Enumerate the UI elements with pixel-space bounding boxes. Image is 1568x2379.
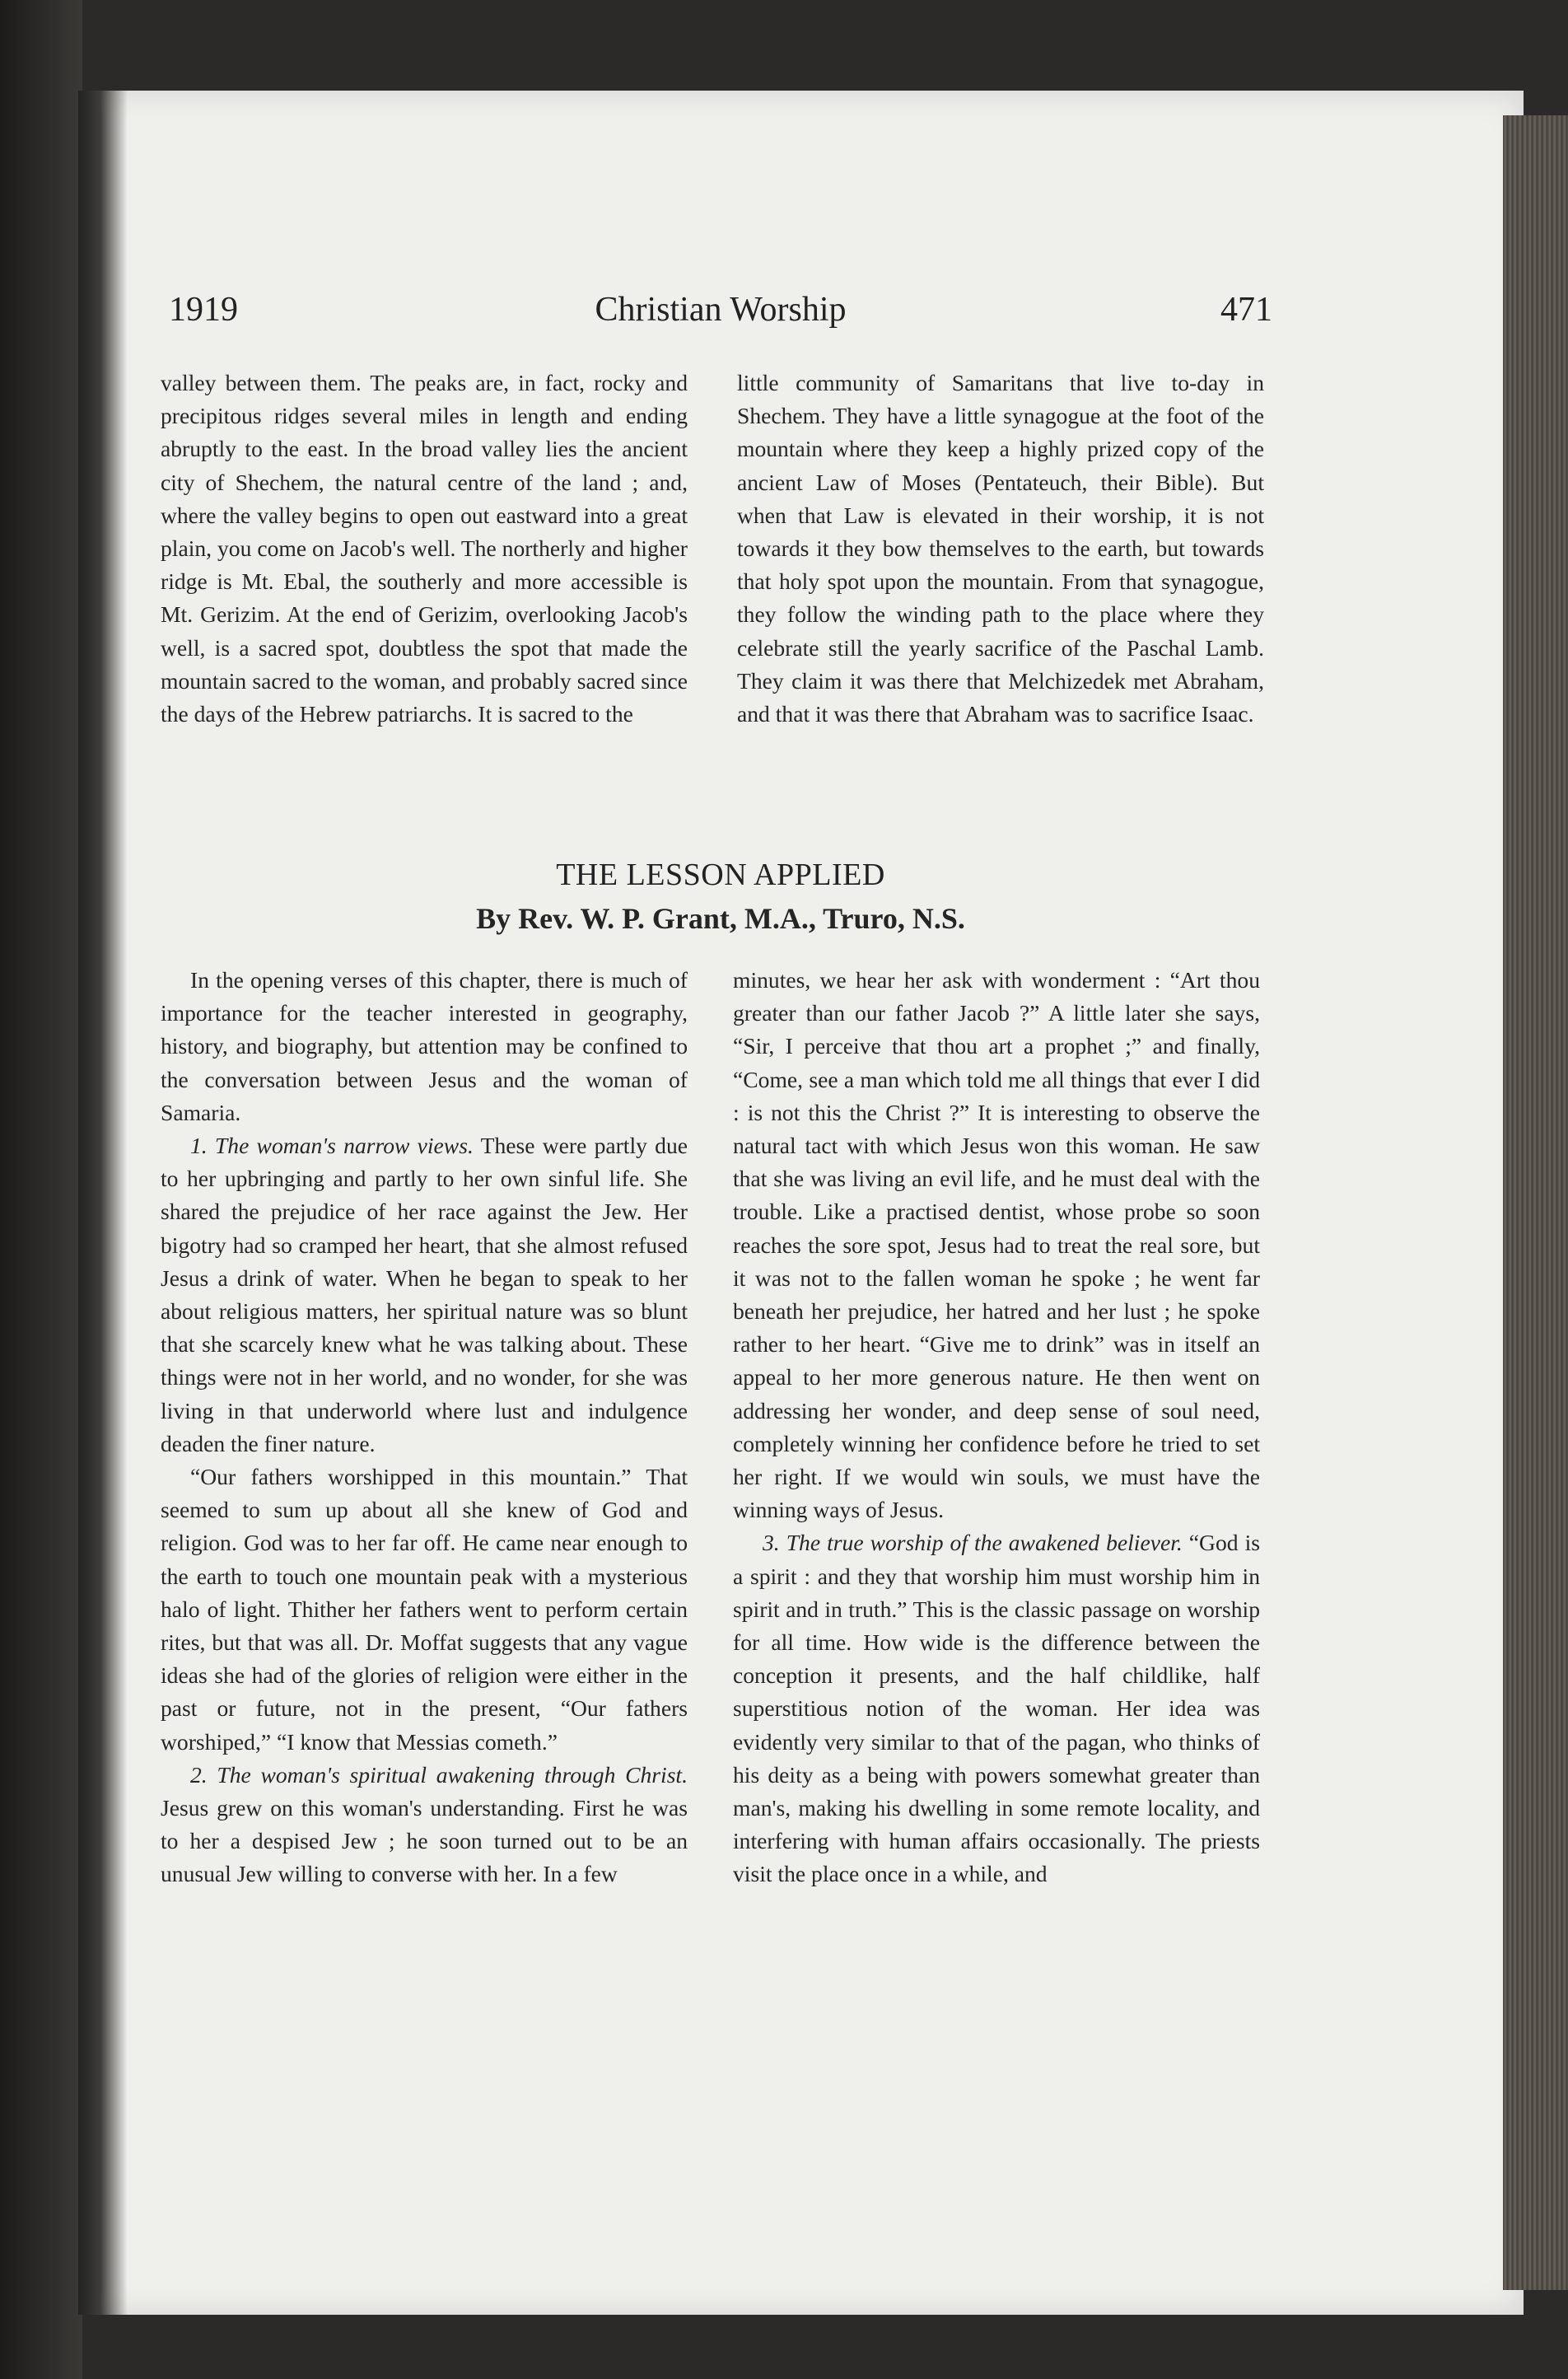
page-gutter-shadow	[78, 91, 128, 2315]
header-year: 1919	[169, 291, 238, 329]
section-title: THE LESSON APPLIED	[556, 858, 885, 892]
point-1-body: These were partly due to her upbringing and partly to her own sinful life. She shared the prejudice of her race against the Jew. Her bigotry had so cramped her heart, that she almost refused Jesus a drink of water. When he began to speak to her about religious matters, her spiritual nature was so blunt that she scarcely knew what he was talking about. These things were not in her world, and no wonder, for she was living in that underworld where lust and indulgence deaden the finer nature.	[161, 1133, 688, 1456]
page-number: 471	[1220, 291, 1272, 329]
lesson-point-2	[161, 1759, 688, 1891]
page-stack-edge	[1503, 115, 1568, 2290]
lesson-column-left	[161, 964, 688, 1891]
scan-left-edge	[0, 0, 82, 2379]
point-3-body: “God is a spirit : and they that worship him must worship him in spirit and in truth.” This is the classic passage on worship for all time. How wide is the difference between the conception it presents, and the half childlike, half superstitious notion of the woman. Her idea was evidently very similar to that of the pagan, who thinks of his deity as a being with powers somewhat greater than man's, making his dwelling in some remote locality, and interfering with human affairs occasionally. The priests visit the place once in a while, and	[733, 1530, 1260, 1887]
lesson-point-3	[733, 1526, 1260, 1891]
point-2-body: Jesus grew on this woman's understanding. First he was to her a despised Jew ; he soon turned out to be an unusual Jew willing to converse with her. In a few	[161, 1795, 688, 1887]
intro-paragraph-right: little community of Samaritans that live to-day in Shechem. They have a little synagogue at the foot of the mountain where they keep a highly prized copy of the ancient Law of Moses (Pentateuch, their Bible). But when that Law is elevated in their worship, it is not towards it they bow themselves to the earth, but towards that holy spot upon the mountain. From that synagogue, they follow the winding path to the place where they celebrate still the yearly sacrifice of the Paschal Lamb. They claim it was there that Melchizedek met Abraham, and that it was there that Abraham was to sacrifice Isaac.	[737, 370, 1264, 727]
author-byline: By Rev. W. P. Grant, M.A., Truro, N.S.	[476, 902, 965, 935]
point-3-heading: 3. The true worship of the awakened believer.	[763, 1530, 1183, 1556]
point-2-heading: 2. The woman's spiritual awakening through Christ.	[190, 1761, 688, 1788]
lesson-paragraph-intro: In the opening verses of this chapter, there is much of importance for the teacher interested in geography, history, and biography, but attention may be confined to the conversation between Jesus and the woman of Samaria.	[161, 967, 688, 1125]
intro-paragraph-left: valley between them. The peaks are, in fact, rocky and precipitous ridges several miles in length and ending abruptly to the east. In the broad valley lies the ancient city of Shechem, the natural centre of the land ; and, where the valley begins to open out eastward into a great plain, you come on Jacob's well. The northerly and higher ridge is Mt. Ebal, the southerly and more accessible is Mt. Gerizim. At the end of Gerizim, overlooking Jacob's well, is a sacred spot, doubtless the spot that made the mountain sacred to the woman, and probably sacred since the days of the Hebrew patriarchs. It is sacred to the	[161, 370, 688, 727]
intro-column-right	[737, 367, 1264, 731]
intro-column-left	[161, 367, 688, 731]
lesson-point-1	[161, 1129, 688, 1461]
running-header	[169, 290, 1272, 339]
lesson-paragraph-continued: minutes, we hear her ask with wonderment : “Art thou greater than our father Jacob ?” A little later she says, “Sir, I perceive that thou art a prophet ;” and finally, “Come, see a man which told me all things that ever I did : is not this the Christ ?” It is interesting to observe the natural tact with which Jesus won this woman. He saw that she was living an evil life, and he must deal with the trouble. Like a practised dentist, whose probe so soon reaches the sore spot, Jesus had to treat the real sore, but it was not to the fallen woman he spoke ; he went far beneath her prejudice, her hatred and her lust ; he spoke rather to her heart. “Give me to drink” was in itself an appeal to her more generous nature. He then went on addressing her wonder, and deep sense of soul need, completely winning her confidence before he tried to set her right. If we would win souls, we must have the winning ways of Jesus.	[733, 967, 1260, 1523]
header-title: Christian Worship	[595, 291, 847, 329]
lesson-column-right	[733, 964, 1260, 1891]
lesson-paragraph-fathers: “Our fathers worshipped in this mountain.” That seemed to sum up about all she knew of God and religion. God was to her far off. He came near enough to the earth to touch one mountain peak with a mysterious halo of light. Thither her fathers went to perform certain rites, but that was all. Dr. Moffat suggests that any vague ideas she had of the glories of religion were either in the past or future, not in the present, “Our fathers worshiped,” “I know that Messias cometh.”	[161, 1464, 688, 1755]
point-1-heading: 1. The woman's narrow views.	[190, 1133, 474, 1159]
